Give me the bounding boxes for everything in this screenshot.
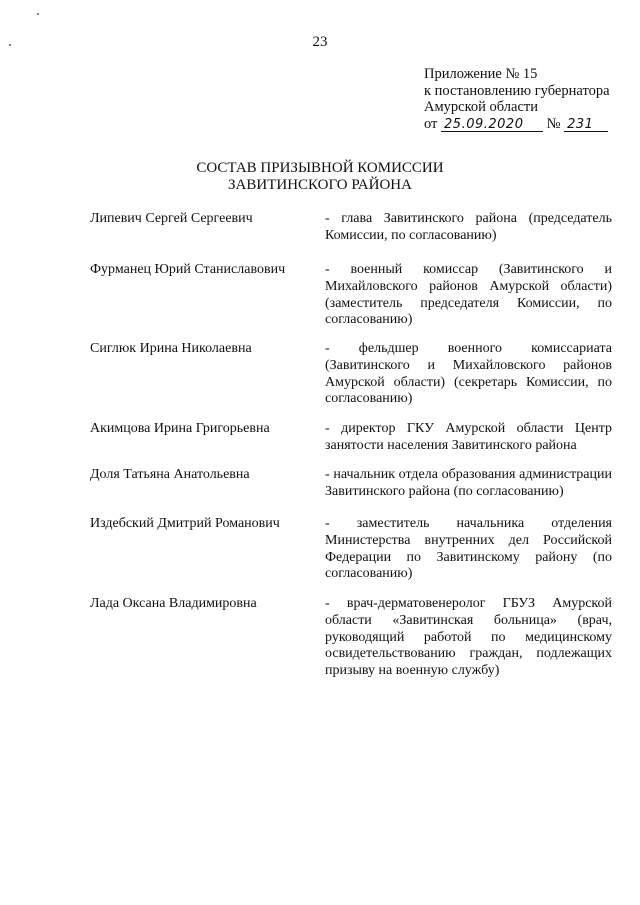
member-role: - начальник отдела образования администрации Завитинского района (по согласованию) [325, 467, 612, 499]
appendix-line-2: к постановлению губернатора [424, 82, 610, 99]
page-number: 23 [312, 34, 328, 50]
member-role: - директор ГКУ Амурской области Центр занятости населения Завитинского района [325, 421, 612, 453]
appendix-line-3: Амурской области [424, 99, 538, 115]
appendix-date-line [424, 116, 610, 133]
member-name: Сиглюк Ирина Николаевна [90, 341, 252, 356]
member-role: - военный комиссар (Завитинского и Михайловского районов Амурской области) (заместитель председателя Комиссии, по согласованию) [325, 262, 612, 328]
member-name: Акимцова Ирина Григорьевна [90, 421, 270, 436]
member-name: Фурманец Юрий Станиславович [90, 262, 286, 277]
member-role: - врач-дерматовенеролог ГБУЗ Амурской области «Завитинская больница» (врач, руководящий работой по медицинскому освидетельствованию граждан, подлежащих призыву на военную службу) [325, 596, 612, 679]
handwritten-date: 25.09.2020 [441, 118, 543, 132]
from-label: от [424, 115, 438, 132]
scan-speck [37, 13, 39, 15]
member-name: Лада Оксана Владимировна [90, 596, 257, 611]
appendix-line-1: Приложение № 15 [424, 66, 538, 82]
document-title [0, 160, 640, 194]
member-name: Издебский Дмитрий Романович [90, 516, 280, 531]
member-role: - глава Завитинского района (председатель Комиссии, по согласованию) [325, 211, 612, 243]
member-name: Липевич Сергей Сергеевич [90, 211, 253, 226]
appendix-header [424, 66, 610, 132]
title-line-2: ЗАВИТИНСКОГО РАЙОНА [228, 177, 412, 193]
member-role: - фельдшер военного комиссариата (Завитинского и Михайловского районов Амурской области) (секретарь Комиссии, по согласованию) [325, 341, 612, 407]
title-line-1: СОСТАВ ПРИЗЫВНОЙ КОМИССИИ [196, 160, 444, 176]
member-name: Доля Татьяна Анатольевна [90, 467, 250, 482]
member-role: - заместитель начальника отделения Министерства внутренних дел Российской Федерации по Завитинскому району (по согласованию) [325, 516, 612, 582]
number-label: № [546, 115, 561, 132]
handwritten-number: 231 [564, 118, 608, 132]
